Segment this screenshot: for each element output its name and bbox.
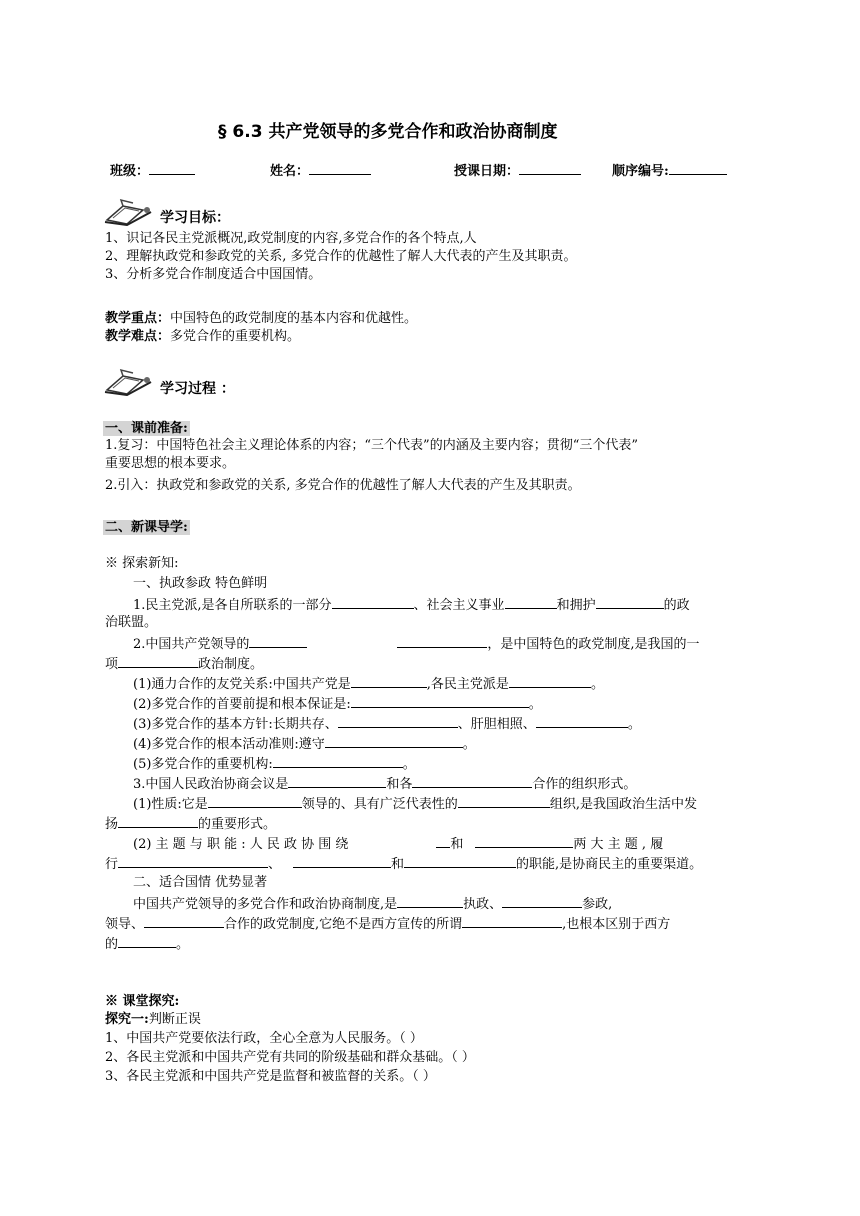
blank[interactable] <box>536 714 628 728</box>
blank[interactable] <box>332 595 414 609</box>
class-blank[interactable] <box>149 161 195 175</box>
blank[interactable] <box>144 914 224 928</box>
difficulty-label: 教学难点： <box>105 329 171 344</box>
blank[interactable] <box>288 774 386 788</box>
fill-line: (5)多党合作的重要机构: 。 <box>133 754 416 772</box>
fill-line: (4)多党合作的根本活动准则:遵守 。 <box>133 734 476 752</box>
blank[interactable] <box>293 854 391 868</box>
fill-line: 领导、 合作的政党制度,它绝不是西方宣传的所谓 ,也根本区别于西方 <box>105 914 670 932</box>
inquiry-item: 1、中国共产党要依法行政，全心全意为人民服务。（ ） <box>105 1031 423 1046</box>
blank[interactable] <box>462 914 562 928</box>
difficulty <box>105 328 300 346</box>
inquiry-item: 3、各民主党派和中国共产党是监督和被监督的关系。（ ） <box>105 1069 436 1084</box>
prep-line: 1.复习：中国特色社会主义理论体系的内容；“三个代表”的内涵及主要内容；贯彻“三个代表” <box>105 438 638 453</box>
date-label: 授课日期： <box>454 164 520 179</box>
order-blank[interactable] <box>669 161 727 175</box>
order-field <box>612 160 727 179</box>
name-blank[interactable] <box>309 161 371 175</box>
blank[interactable] <box>351 694 529 708</box>
prep-line: 重要思想的根本要求。 <box>105 456 236 471</box>
objective-item: 1、识记各民主党派概况,政党制度的内容,多党合作的各个特点,人 <box>105 231 477 246</box>
fill-line: 3.中国人民政治协商会议是 和各 合作的组织形式。 <box>133 774 636 792</box>
objective-item: 3、分析多党合作制度适合中国国情。 <box>105 267 322 282</box>
blank[interactable] <box>208 794 302 808</box>
name-field <box>270 160 371 179</box>
prep-line: 2.引入：执政党和参政党的关系, 多党合作的优越性了解人大代表的产生及其职责。 <box>105 478 581 493</box>
blank[interactable] <box>436 834 450 848</box>
fill-line: 中国共产党领导的多党合作和政治协商制度,是 执政、 参政, <box>133 894 612 912</box>
explore-heading: ※ 探索新知: <box>105 556 179 571</box>
blank[interactable] <box>325 734 463 748</box>
fill-line: 项 政治制度。 <box>105 654 263 672</box>
blank[interactable] <box>509 674 591 688</box>
fill-line: 的 。 <box>105 934 189 952</box>
key-point-label: 教学重点： <box>105 311 171 326</box>
inquiry-sub: 探究一:判断正误 <box>105 1012 201 1027</box>
blank[interactable] <box>502 894 582 908</box>
blank[interactable] <box>338 714 458 728</box>
blank[interactable] <box>118 854 268 868</box>
section-title: 一、执政参政 特色鲜明 <box>133 576 268 591</box>
process-heading: 学习过程 ： <box>160 381 235 397</box>
page-title: § 6.3 共产党领导的多党合作和政治协商制度 <box>218 122 558 142</box>
date-blank[interactable] <box>519 161 581 175</box>
blank[interactable] <box>397 894 463 908</box>
section-title: 二、适合国情 优势显著 <box>133 875 268 890</box>
blank[interactable] <box>404 854 516 868</box>
blank[interactable] <box>351 674 427 688</box>
fill-line: 行 、 和 的职能,是协商民主的重要渠道。 <box>105 854 702 872</box>
book-icon <box>103 368 155 396</box>
blank[interactable] <box>273 754 403 768</box>
blank[interactable] <box>475 834 573 848</box>
difficulty-text: 多党合作的重要机构。 <box>170 329 301 344</box>
objective-item: 2、理解执政党和参政党的关系, 多党合作的优越性了解人大代表的产生及其职责。 <box>105 249 577 264</box>
blank[interactable] <box>249 634 307 648</box>
name-label: 姓名： <box>270 164 310 179</box>
key-point <box>105 310 417 328</box>
date-field <box>454 160 581 179</box>
blank[interactable] <box>118 814 198 828</box>
fill-line: 2.中国共产党领导的 ，是中国特色的政党制度,是我国的一 <box>133 634 700 652</box>
fill-line: 治联盟。 <box>105 615 158 630</box>
fill-line: (1)性质:它是 领导的、具有广泛代表性的 组织,是我国政治生活中发 <box>133 794 697 812</box>
blank[interactable] <box>458 794 550 808</box>
new-lesson-heading: 二、新课导学: <box>105 520 188 535</box>
fill-line: (1)通力合作的友党关系:中国共产党是 ,各民主党派是 。 <box>133 674 604 692</box>
key-point-text: 中国特色的政党制度的基本内容和优越性。 <box>170 311 418 326</box>
order-label: 顺序编号: <box>612 164 669 179</box>
blank[interactable] <box>412 774 532 788</box>
fill-line: (2)多党合作的首要前提和根本保证是: 。 <box>133 694 542 712</box>
blank[interactable] <box>118 654 198 668</box>
blank[interactable] <box>397 634 487 648</box>
fill-line: (3)多党合作的基本方针:长期共存、 、肝胆相照、 。 <box>133 714 641 732</box>
class-label: 班级： <box>110 164 150 179</box>
objectives-heading: 学习目标： <box>160 210 230 226</box>
inquiry-heading: ※ 课堂探究: <box>105 994 180 1009</box>
blank[interactable] <box>596 595 664 609</box>
fill-line: 扬 的重要形式。 <box>105 814 276 832</box>
book-icon <box>103 198 155 226</box>
fill-line: 1.民主党派,是各自所联系的一部分 、社会主义事业 和拥护 的政 <box>133 595 690 613</box>
inquiry-item: 2、各民主党派和中国共产党有共同的阶级基础和群众基础。（ ） <box>105 1050 475 1065</box>
fill-line: (2) 主 题 与 职 能 : 人 民 政 协 围 绕 和 两 大 主 题 , 履 <box>133 834 663 852</box>
class-field <box>110 160 195 179</box>
blank[interactable] <box>118 934 176 948</box>
blank[interactable] <box>505 595 557 609</box>
prep-heading: 一、课前准备: <box>105 421 188 436</box>
